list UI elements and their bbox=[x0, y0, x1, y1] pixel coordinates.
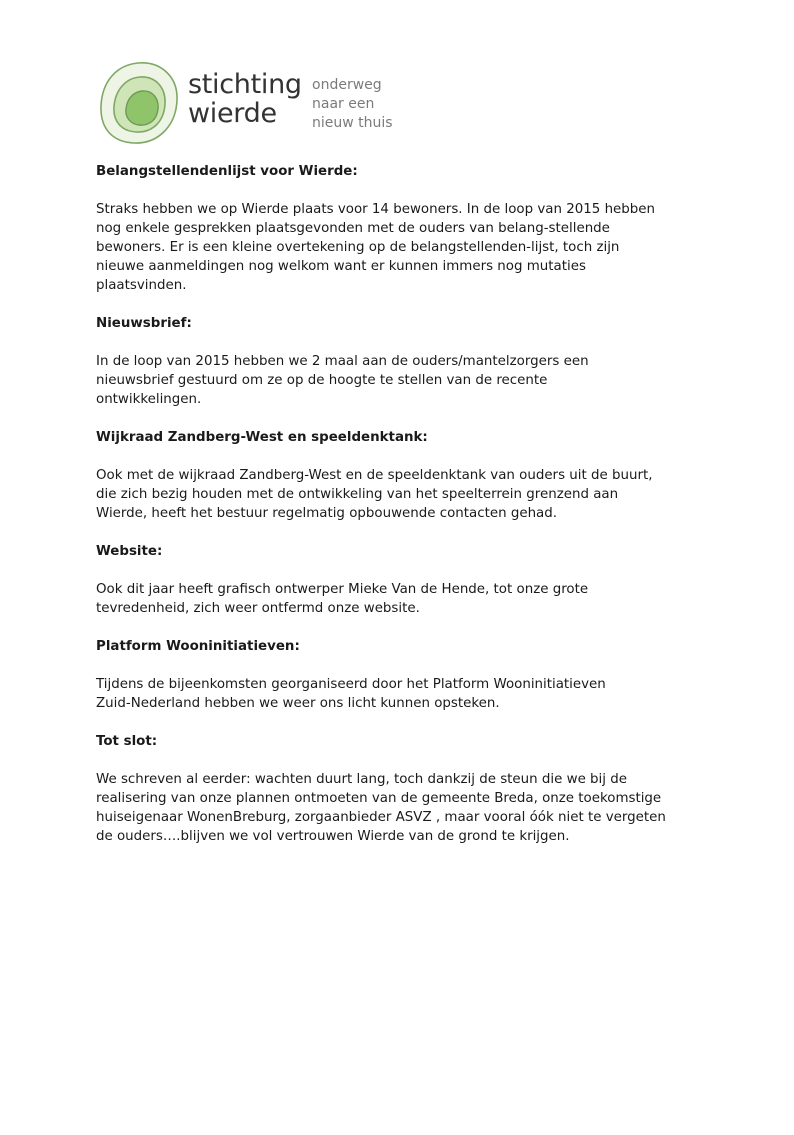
section-heading-platform: Platform Wooninitiatieven: bbox=[96, 639, 300, 654]
paragraph-line: Tijdens de bijeenkomsten georganiseerd door het Platform Wooninitiatieven bbox=[96, 677, 606, 692]
section-paragraph-belangstellendenlijst bbox=[96, 200, 706, 295]
logo bbox=[98, 60, 398, 150]
paragraph-line: Straks hebben we op Wierde plaats voor 14 bewoners. In de loop van 2015 hebben bbox=[96, 202, 656, 217]
section-paragraph-website bbox=[96, 580, 706, 618]
paragraph-line: nieuwe aanmeldingen nog welkom want er kunnen immers nog mutaties bbox=[96, 259, 586, 274]
section-heading-tot-slot: Tot slot: bbox=[96, 734, 158, 749]
logo-tagline bbox=[312, 76, 393, 133]
section-paragraph-tot-slot bbox=[96, 770, 706, 846]
logo-name-line1: stichting bbox=[188, 69, 302, 100]
logo-tagline-line: onderweg bbox=[312, 77, 382, 93]
paragraph-line: realisering van onze plannen ontmoeten van de gemeente Breda, onze toekomstige bbox=[96, 791, 662, 806]
paragraph-line: In de loop van 2015 hebben we 2 maal aan de ouders/mantelzorgers een bbox=[96, 354, 589, 369]
logo-name-line2: wierde bbox=[188, 98, 277, 129]
section-heading-website: Website: bbox=[96, 544, 163, 559]
paragraph-line: plaatsvinden. bbox=[96, 278, 187, 293]
paragraph-line: huiseigenaar WonenBreburg, zorgaanbieder ASVZ , maar vooral óók niet te vergeten bbox=[96, 810, 666, 825]
section-paragraph-platform bbox=[96, 675, 706, 713]
logo-tagline-line: nieuw thuis bbox=[312, 115, 393, 131]
paragraph-line: tevredenheid, zich weer ontfermd onze website. bbox=[96, 601, 420, 616]
paragraph-line: die zich bezig houden met de ontwikkeling van het speelterrein grenzend aan bbox=[96, 487, 619, 502]
paragraph-line: nieuwsbrief gestuurd om ze op de hoogte te stellen van de recente bbox=[96, 373, 548, 388]
section-paragraph-nieuwsbrief bbox=[96, 352, 706, 409]
paragraph-line: We schreven al eerder: wachten duurt lang, toch dankzij de steun die we bij de bbox=[96, 772, 627, 787]
section-paragraph-wijkraad bbox=[96, 466, 706, 523]
section-heading-belangstellendenlijst: Belangstellendenlijst voor Wierde: bbox=[96, 164, 358, 179]
paragraph-line: ontwikkelingen. bbox=[96, 392, 202, 407]
paragraph-line: Ook dit jaar heeft grafisch ontwerper Mieke Van de Hende, tot onze grote bbox=[96, 582, 589, 597]
logo-inner-shape bbox=[126, 91, 158, 125]
document-body bbox=[96, 162, 706, 865]
paragraph-line: Wierde, heeft het bestuur regelmatig opbouwende contacten gehad. bbox=[96, 506, 558, 521]
paragraph-line: de ouders….blijven we vol vertrouwen Wierde van de grond te krijgen. bbox=[96, 829, 570, 844]
section-heading-wijkraad: Wijkraad Zandberg-West en speeldenktank: bbox=[96, 430, 428, 445]
section-heading-nieuwsbrief: Nieuwsbrief: bbox=[96, 316, 192, 331]
logo-tagline-line: naar een bbox=[312, 96, 375, 112]
logo-name bbox=[188, 70, 302, 128]
logo-mark-icon bbox=[98, 60, 180, 146]
paragraph-line: bewoners. Er is een kleine overtekening op de belangstellenden-lijst, toch zijn bbox=[96, 240, 620, 255]
paragraph-line: Ook met de wijkraad Zandberg-West en de speeldenktank van ouders uit de buurt, bbox=[96, 468, 653, 483]
paragraph-line: Zuid-Nederland hebben we weer ons licht kunnen opsteken. bbox=[96, 696, 500, 711]
paragraph-line: nog enkele gesprekken plaatsgevonden met de ouders van belang-stellende bbox=[96, 221, 610, 236]
